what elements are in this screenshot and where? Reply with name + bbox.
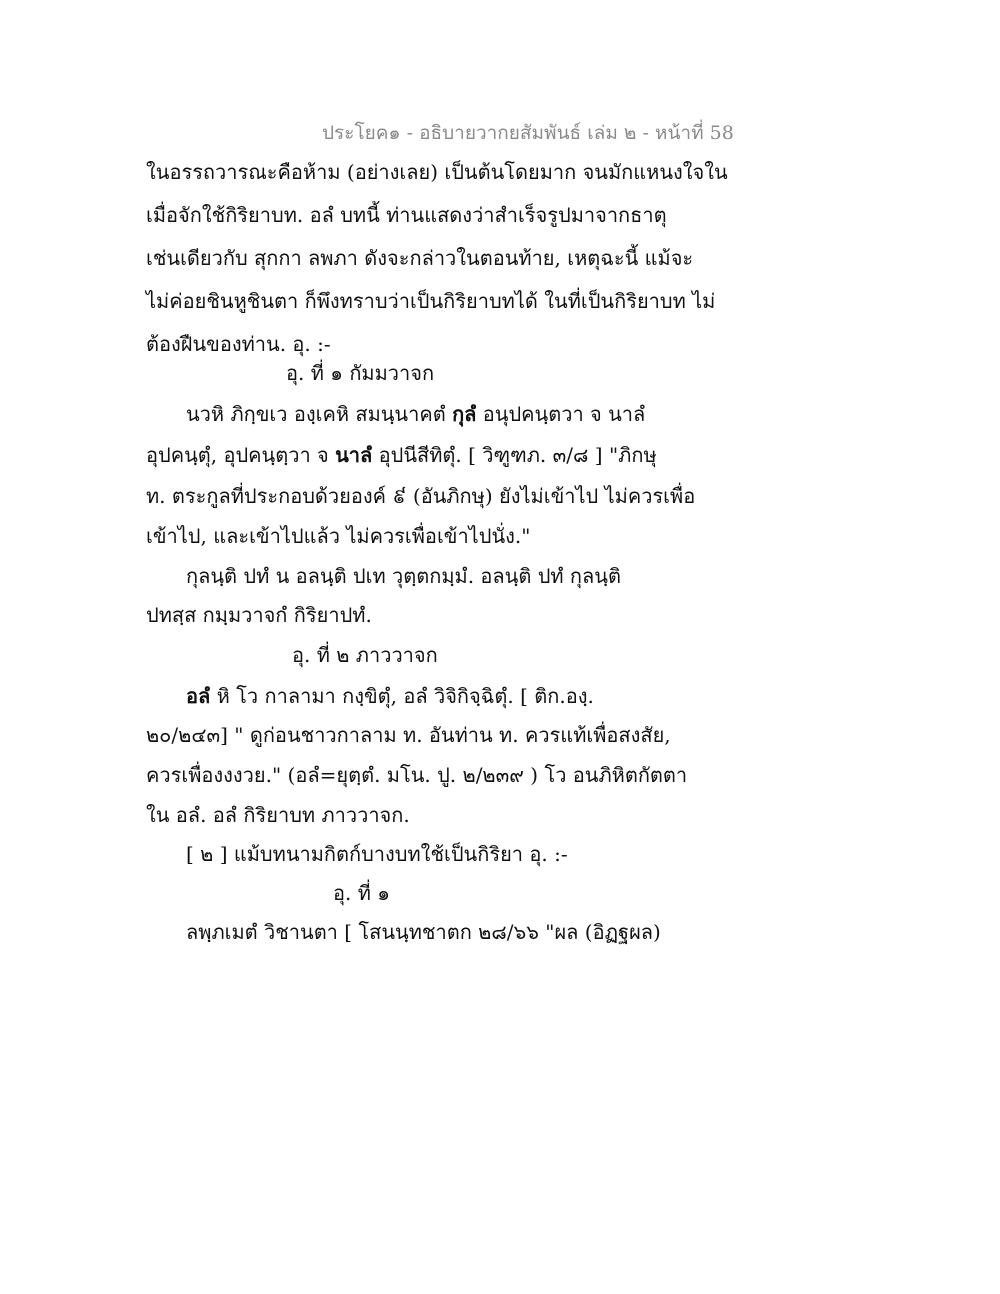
pali-text: อุปคนฺตุํ, อุปคนฺตฺวา จ xyxy=(146,443,336,467)
example-line: เข้าไป, และเข้าไปแล้ว ไม่ควรเพื่อเข้าไปนั่ง." xyxy=(146,524,531,548)
example-line: ใน อลํ. อลํ กิริยาบท ภาววาจก. xyxy=(146,803,410,827)
paragraph-line: ไม่ค่อยชินหูชินตา ก็พึงทราบว่าเป็นกิริยาบทได้ ในที่เป็นกิริยาบท ไม่ xyxy=(146,289,716,313)
example-line: ลพฺภเมตํ วิชานตา [ โสนนฺทชาตก ๒๘/๖๖ "ผล (อิฏฐผล) xyxy=(186,920,661,944)
emphasized-word: อลํ xyxy=(186,684,211,708)
page-header: ประโยค๑ - อธิบายวากยสัมพันธ์ เล่ม ๒ - หน้าที่ 58 xyxy=(322,122,734,144)
paragraph-line: เมื่อจักใช้กิริยาบท. อลํ บทนี้ ท่านแสดงว่าสำเร็จรูปมาจากธาตุ xyxy=(146,203,667,227)
example-heading-1: อุ. ที่ ๑ กัมมวาจก xyxy=(286,361,435,385)
section-heading: [ ๒ ] แม้บทนามกิตก์บางบทใช้เป็นกิริยา อุ. :- xyxy=(186,842,568,866)
example-line xyxy=(186,682,746,710)
paragraph-line: ในอรรถวารณะคือห้าม (อย่างเลย) เป็นต้นโดยมาก จนมักแหนงใจใน xyxy=(146,160,728,184)
pali-text: นวหิ ภิกฺขเว องฺเคหิ สมนฺนาคตํ xyxy=(186,402,453,426)
example-line xyxy=(146,441,706,469)
note-line: กุลนฺติ ปทํ น อลนฺติ ปเท วุตฺตกมฺมํ. อลนฺติ ปทํ กุลนฺติ xyxy=(186,564,621,588)
example-heading-3: อุ. ที่ ๑ xyxy=(333,881,390,905)
example-line: ๒๐/๒๔๓] " ดูก่อนชาวกาลาม ท. อันท่าน ท. ควรแท้เพื่อสงสัย, xyxy=(146,723,671,747)
emphasized-word: กุลํ xyxy=(452,402,477,426)
example-line: ท. ตระกูลที่ประกอบด้วยองค์ ៩ (อันภิกษุ) ยังไม่เข้าไป ไม่ควรเพื่อ xyxy=(146,484,696,508)
example-line: ควรเพื่องงงวย." (อลํ=ยุตฺตํ. มโน. ปู. ๒/๒๓๙ ) โว อนภิหิตกัตตา xyxy=(146,763,688,787)
pali-text: อนุปคนฺตวา จ นาลํ xyxy=(476,402,646,426)
example-line xyxy=(186,400,746,428)
example-heading-2: อุ. ที่ ๒ ภาววาจก xyxy=(292,643,438,667)
paragraph-line: ต้องฝืนของท่าน. อุ. :- xyxy=(146,332,331,356)
pali-text: อุปนีสีทิตุํ. [ วิฑูฑภ. ๓/๘ ] "ภิกษุ xyxy=(372,443,657,467)
note-line: ปทสฺส กมฺมวาจกํ กิริยาปทํ. xyxy=(146,603,372,627)
paragraph-line: เช่นเดียวกับ สุกกา ลพภา ดังจะกล่าวในตอนท้าย, เหตุฉะนี้ แม้จะ xyxy=(146,246,694,270)
pali-text: หิ โว กาลามา กงฺขิตุํ, อลํ วิจิกิจฺฉิตุํ. [ ติก.องฺ. xyxy=(210,684,594,708)
emphasized-word: นาลํ xyxy=(335,443,373,467)
